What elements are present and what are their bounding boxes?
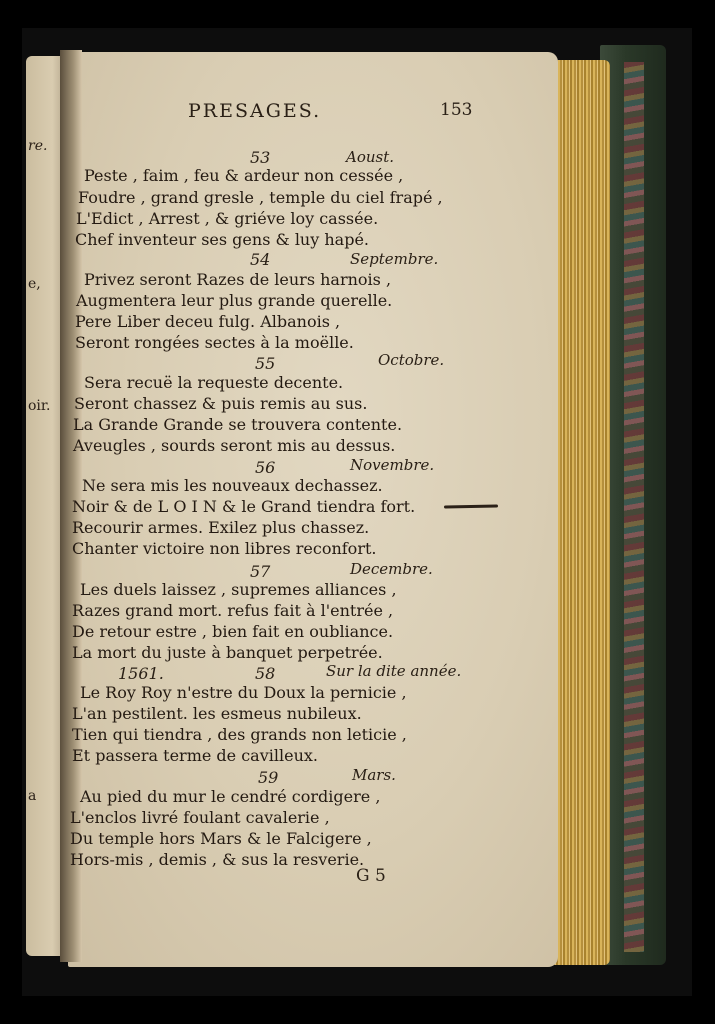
verse-line: Le Roy Roy n'estre du Doux la pernicie , bbox=[80, 683, 407, 702]
quatrain-number: 53 bbox=[250, 148, 271, 167]
verse-line: Recourir armes. Exilez plus chassez. bbox=[72, 518, 370, 537]
verse-line: Au pied du mur le cendré cordigere , bbox=[80, 787, 381, 806]
verse-line: Tien qui tiendra , des grands non leticie , bbox=[72, 725, 407, 744]
verse-line: Les duels laissez , supremes alliances , bbox=[80, 580, 397, 599]
quatrain-number: 56 bbox=[255, 458, 276, 477]
verse-line: Et passera terme de cavilleux. bbox=[72, 746, 318, 765]
verse-line: L'an pestilent. les esmeus nubileux. bbox=[72, 704, 362, 723]
verse-line: La mort du juste à banquet perpetrée. bbox=[72, 643, 383, 662]
verse-line: Privez seront Razes de leurs harnois , bbox=[84, 270, 392, 289]
quatrain-month: Aoust. bbox=[346, 148, 395, 166]
verse-line: Chanter victoire non libres reconfort. bbox=[72, 539, 377, 558]
quatrain-number: 55 bbox=[255, 354, 276, 373]
quatrain-month: Decembre. bbox=[350, 560, 433, 578]
verse-line: Peste , faim , feu & ardeur non cessée , bbox=[84, 166, 404, 185]
verse-line: L'enclos livré foulant cavalerie , bbox=[70, 808, 330, 827]
verse-line: L'Edict , Arrest , & griéve loy cassée. bbox=[76, 209, 379, 228]
quatrain-month: Sur la dite année. bbox=[326, 662, 462, 680]
quatrain-year: 1561. bbox=[118, 664, 164, 683]
verse-line: Du temple hors Mars & le Falcigere , bbox=[70, 829, 372, 848]
quatrain-month: Septembre. bbox=[350, 250, 439, 268]
verse-line: Hors-mis , demis , & sus la resverie. bbox=[70, 850, 365, 869]
printer-signature: G 5 bbox=[356, 866, 386, 886]
verse-line: Noir & de L O I N & le Grand tiendra fort. bbox=[72, 497, 416, 516]
left-page-fragment: a bbox=[28, 788, 37, 804]
quatrain-number: 58 bbox=[255, 664, 276, 683]
verse-line: Seront rongées sectes à la moëlle. bbox=[75, 333, 354, 352]
left-page-fragment: oir. bbox=[28, 398, 51, 414]
verse-line: Pere Liber deceu fulg. Albanois , bbox=[75, 312, 341, 331]
quatrain-month: Novembre. bbox=[350, 456, 435, 474]
quatrain-month: Octobre. bbox=[378, 351, 445, 369]
left-page-fragment: e, bbox=[28, 276, 41, 292]
verse-line: Aveugles , sourds seront mis au dessus. bbox=[73, 436, 396, 455]
quatrain-month: Mars. bbox=[352, 766, 396, 784]
page-number: 153 bbox=[440, 100, 473, 120]
verse-line: Seront chassez & puis remis au sus. bbox=[74, 394, 368, 413]
verse-line: Ne sera mis les nouveaux dechassez. bbox=[82, 476, 383, 495]
quatrain-number: 54 bbox=[250, 250, 271, 269]
verse-line: Foudre , grand gresle , temple du ciel frapé , bbox=[78, 188, 443, 207]
verse-line: De retour estre , bien fait en oubliance. bbox=[72, 622, 394, 641]
marbled-endpaper bbox=[624, 62, 644, 952]
left-page-fragment: re. bbox=[28, 138, 48, 154]
verse-line: Augmentera leur plus grande querelle. bbox=[76, 291, 393, 310]
verse-line: Chef inventeur ses gens & luy hapé. bbox=[75, 230, 369, 249]
quatrain-number: 57 bbox=[250, 562, 271, 581]
verse-line: La Grande Grande se trouvera contente. bbox=[73, 415, 403, 434]
verse-line: Sera recuë la requeste decente. bbox=[84, 373, 344, 392]
quatrain-number: 59 bbox=[258, 768, 279, 787]
verse-line: Razes grand mort. refus fait à l'entrée , bbox=[72, 601, 394, 620]
running-head: PRESAGES. bbox=[188, 100, 322, 122]
